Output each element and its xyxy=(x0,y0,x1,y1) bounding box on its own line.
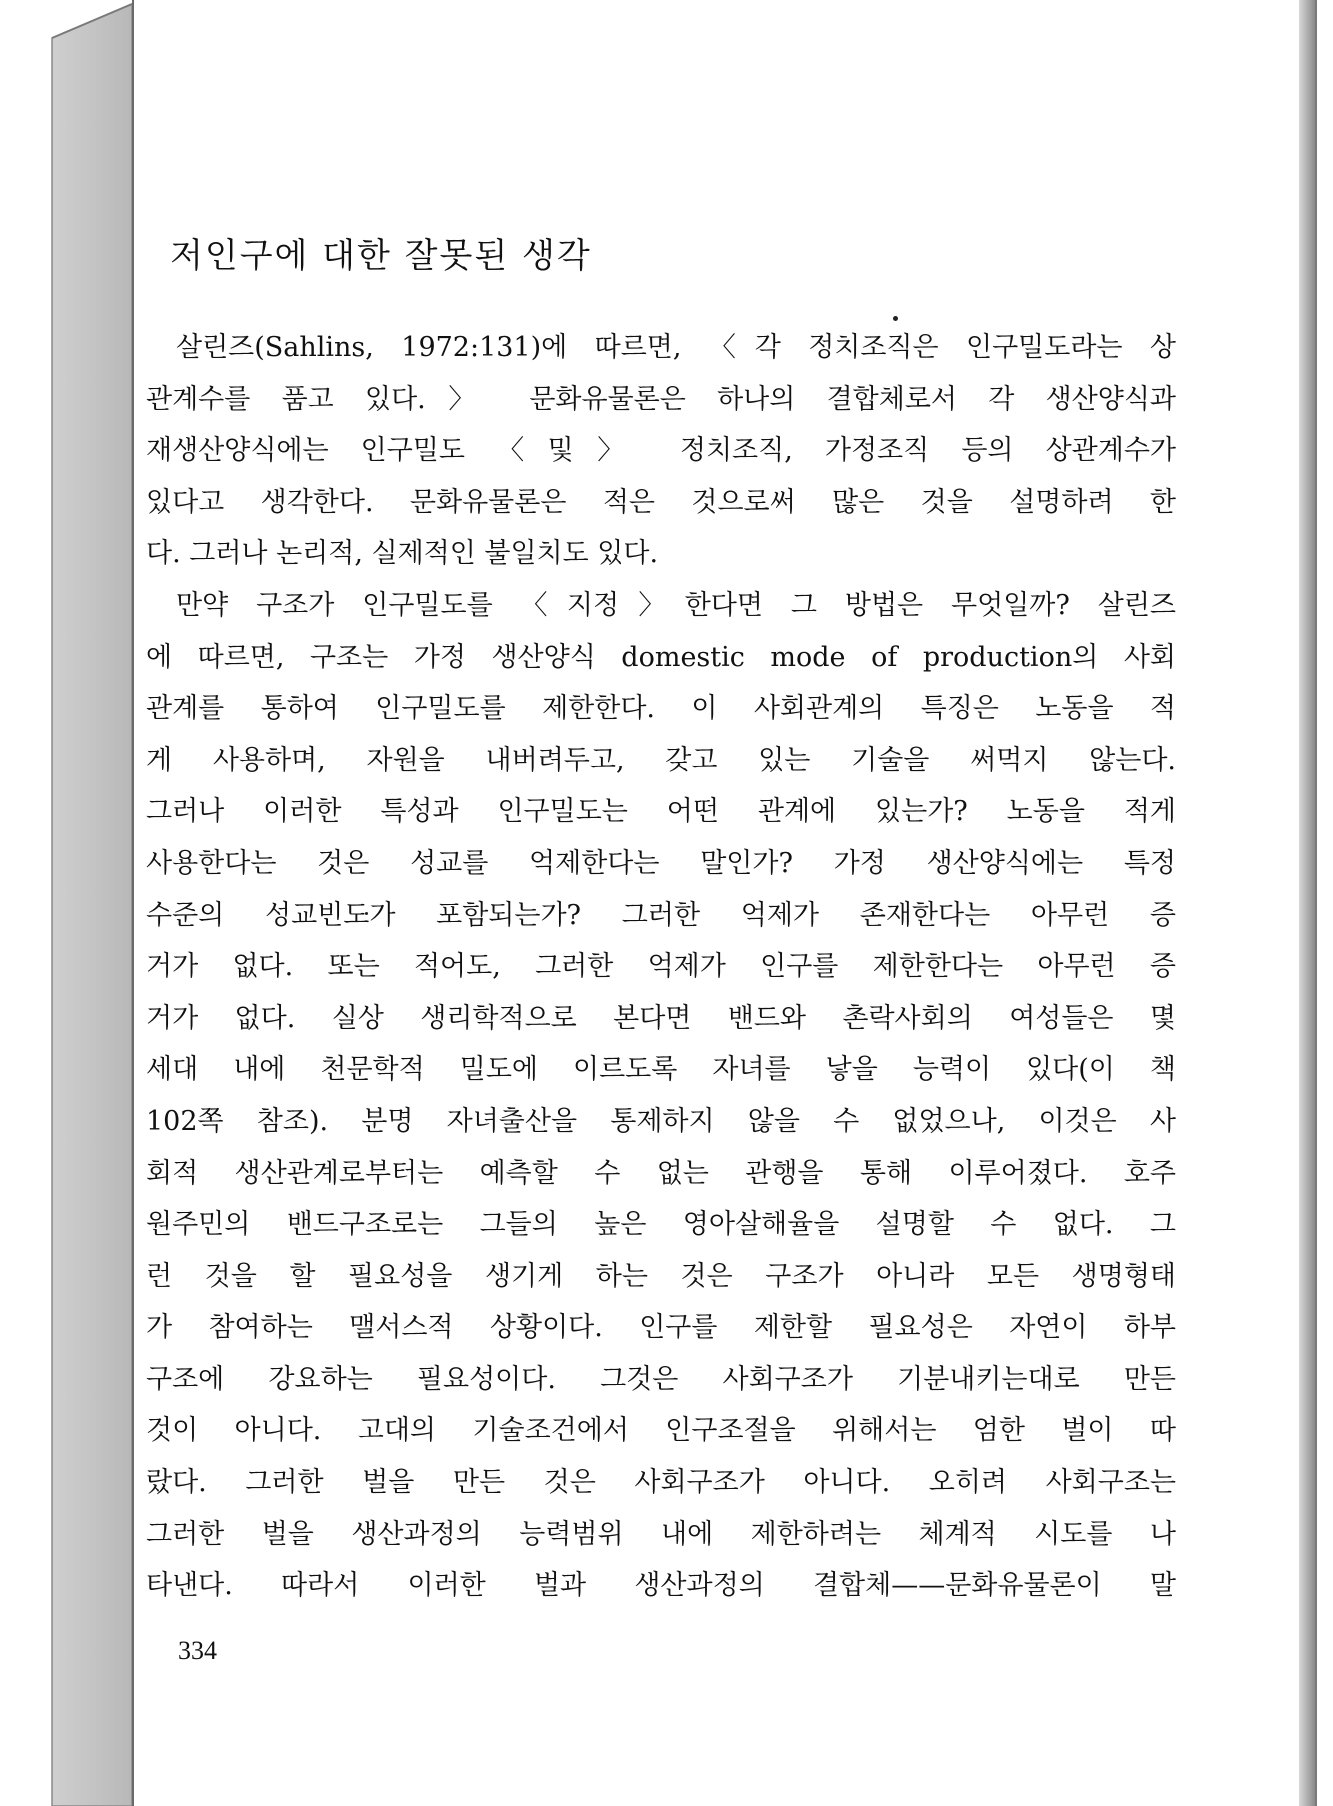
text-line: 회적 생산관계로부터는 예측할 수 없는 관행을 통해 이루어졌다. 호주 xyxy=(146,1157,1176,1189)
text-line: 102쪽 참조). 분명 자녀출산을 통제하지 않을 수 없었으나, 이것은 사 xyxy=(146,1105,1176,1137)
text-line: 가 참여하는 맬서스적 상황이다. 인구를 제한할 필요성은 자연이 하부 xyxy=(146,1312,1176,1344)
text-line: 것이 아니다. 고대의 기술조건에서 인구조절을 위해서는 엄한 벌이 따 xyxy=(146,1415,1176,1447)
page-edge-shadow xyxy=(1299,0,1315,1806)
text-line: 재생산양식에는 인구밀도 〈및〉 정치조직, 가정조직 등의 상관계수가 xyxy=(146,435,1176,467)
text-line: 랐다. 그러한 벌을 만든 것은 사회구조가 아니다. 오히려 사회구조는 xyxy=(146,1467,1176,1499)
text-line: 거가 없다. 실상 생리학적으로 본다면 밴드와 촌락사회의 여성들은 몇 xyxy=(146,1002,1176,1034)
text-line: 있다고 생각한다. 문화유물론은 적은 것으로써 많은 것을 설명하려 한 xyxy=(146,486,1176,518)
text-line: 다. 그러나 논리적, 실제적인 불일치도 있다. xyxy=(146,538,659,570)
text-line: 수준의 성교빈도가 포함되는가? 그러한 억제가 존재한다는 아무런 증 xyxy=(146,899,1176,931)
text-line: 게 사용하며, 자원을 내버려두고, 갖고 있는 기술을 써먹지 않는다. xyxy=(146,744,1176,776)
page-number: 334 xyxy=(178,1636,217,1665)
text-line: 에 따르면, 구조는 가정 생산양식 domestic mode of production의 사회 xyxy=(146,641,1176,673)
text-line: 만약 구조가 인구밀도를 〈지정〉한다면 그 방법은 무엇일까? 살린즈 xyxy=(176,589,1176,621)
text-line: 타낸다. 따라서 이러한 벌과 생산과정의 결합체——문화유물론이 말 xyxy=(146,1570,1176,1602)
text-line: 원주민의 밴드구조로는 그들의 높은 영아살해율을 설명할 수 없다. 그 xyxy=(146,1209,1176,1241)
text-line: 사용한다는 것은 성교를 억제한다는 말인가? 가정 생산양식에는 특정 xyxy=(146,847,1176,879)
text-line: 세대 내에 천문학적 밀도에 이르도록 자녀를 낳을 능력이 있다(이 책 xyxy=(146,1054,1176,1086)
text-line: 구조에 강요하는 필요성이다. 그것은 사회구조가 기분내키는대로 만든 xyxy=(146,1363,1176,1395)
text-line: 거가 없다. 또는 적어도, 그러한 억제가 인구를 제한한다는 아무런 증 xyxy=(146,951,1176,983)
text-line: 런 것을 할 필요성을 생기게 하는 것은 구조가 아니라 모든 생명형태 xyxy=(146,1260,1176,1292)
text-line: 그러나 이러한 특성과 인구밀도는 어떤 관계에 있는가? 노동을 적게 xyxy=(146,796,1176,828)
text-line: 그러한 벌을 생산과정의 능력범위 내에 제한하려는 체계적 시도를 나 xyxy=(146,1518,1176,1550)
book-spine xyxy=(0,0,135,1806)
text-line: 관계수를 품고 있다.〉 문화유물론은 하나의 결합체로서 각 생산양식과 xyxy=(146,383,1176,415)
book-spine-graphic xyxy=(0,0,135,1806)
body-text xyxy=(146,322,1176,1612)
text-line: 관계를 통하여 인구밀도를 제한한다. 이 사회관계의 특징은 노동을 적 xyxy=(146,693,1176,725)
text-line: 살린즈(Sahlins, 1972:131)에 따르면, 〈각 정치조직은 인구밀도라는 상 xyxy=(176,332,1176,363)
section-title: 저인구에 대한 잘못된 생각 xyxy=(170,236,592,276)
stray-dot-mark xyxy=(893,316,898,321)
